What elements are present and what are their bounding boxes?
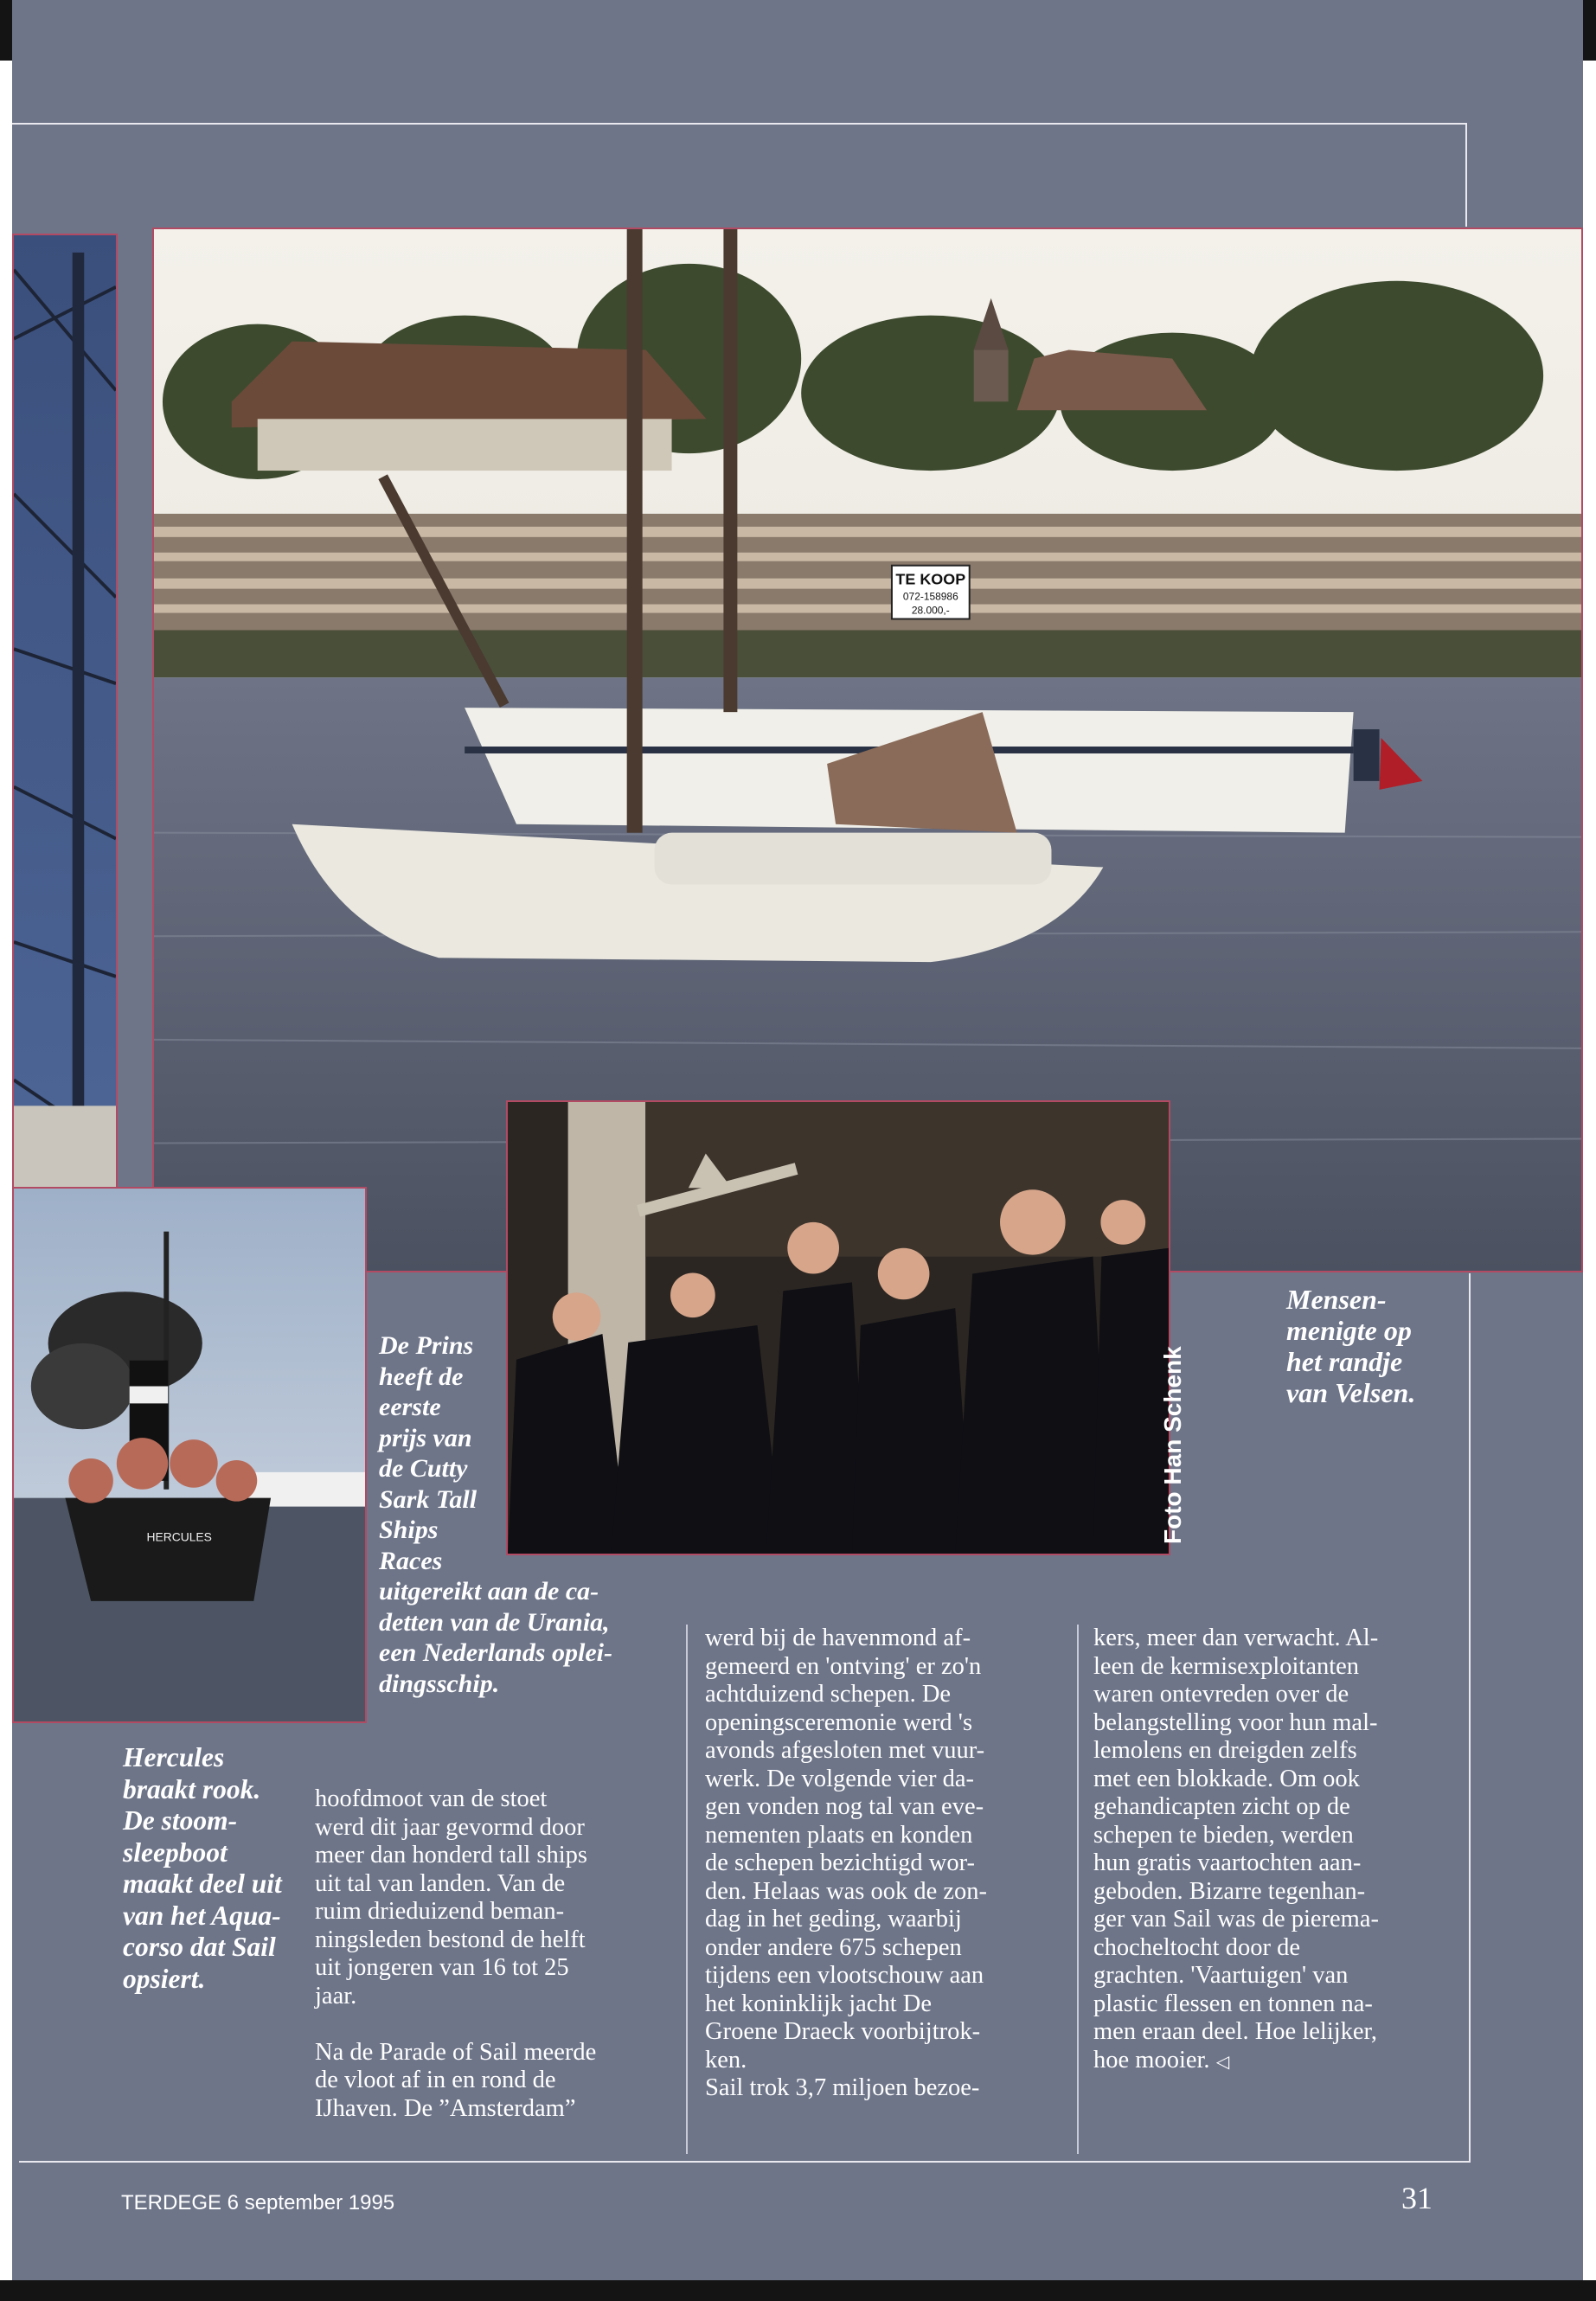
article-column-1: hoofdmoot van de stoet werd dit jaar gevormd door meer dan honderd tall ships uit tal van landen. Van de ruim drieduizend beman- ningsleden bestond de helft uit jongeren van 16 tot 25 jaar. Na de Parade of Sail meerde de vloot af in en rond de IJhaven. De ”Amsterdam” bbox=[315, 1785, 597, 2122]
frame-line-top bbox=[12, 123, 1467, 125]
frame-line-bottom bbox=[19, 2161, 1471, 2163]
frame-line-right bbox=[1469, 1273, 1471, 2163]
bottom-scan-edge bbox=[0, 2280, 1596, 2301]
tug-name-text: HERCULES bbox=[146, 1529, 212, 1544]
rigging-photo bbox=[12, 234, 118, 1189]
magazine-footer: TERDEGE 6 september 1995 bbox=[121, 2191, 395, 2214]
article-column-3-text: kers, meer dan verwacht. Al- leen de kermisexploitanten waren ontevreden over de belangstelling voor hun mal- lemolens en dreigden zelfs met een blokkade. Om ook gehandicapten zicht op de schepen te bieden, werden hun gratis vaartochten aan- geboden. Bizarre tegenhan- ger van Sail was de pierema- chocheltocht door de grachten. 'Vaartuigen' van plastic flessen en tonnen na- men eraan deel. Hoe lelijker, hoe mooier. bbox=[1093, 1625, 1379, 2073]
hercules-caption: Hercules braakt rook. De stoom- sleepboot maakt deel uit van het Aqua- corso dat Sail opsiert. bbox=[123, 1742, 282, 1994]
prize-caption: De Prins heeft de eerste prijs van de Cutty Sark Tall Ships Races uitgereikt aan de ca- detten van de Urania, een Nederlands oplei- dingsschip. bbox=[379, 1331, 612, 1698]
page-number: 31 bbox=[1401, 2181, 1433, 2215]
crowd-caption: Mensen- menigte op het randje van Velsen. bbox=[1286, 1284, 1416, 1408]
photo-credit: Foto Han Schenk bbox=[1159, 1346, 1186, 1544]
sale-sign-price: 28.000,- bbox=[911, 604, 950, 617]
end-of-article-mark: ◁ bbox=[1215, 2052, 1230, 2072]
article-column-3 bbox=[1093, 1625, 1457, 2076]
hercules-tug-photo bbox=[12, 1187, 367, 1723]
column-divider-2 bbox=[1077, 1625, 1079, 2154]
article-column-2: werd bij de havenmond af- gemeerd en 'ontving' er zo'n achtduizend schepen. De openingsceremonie werd 's avonds afgesloten met vuur- werk. De volgende vier da- gen vonden nog tal van eve- nementen plaats en konden de schepen bezichtigd wor- den. Helaas was ook de zon- dag in het geding, waarbij onder andere 675 schepen tijdens een vlootschouw aan het koninklijk jacht De Groene Draeck voorbijtrok- ken. Sail trok 3,7 miljoen bezoe- bbox=[705, 1625, 988, 2101]
sale-sign-phone: 072-158986 bbox=[902, 590, 958, 603]
column-divider-1 bbox=[686, 1625, 688, 2154]
sale-sign-text: TE KOOP bbox=[895, 570, 966, 588]
frame-line-top-right bbox=[1465, 123, 1467, 227]
